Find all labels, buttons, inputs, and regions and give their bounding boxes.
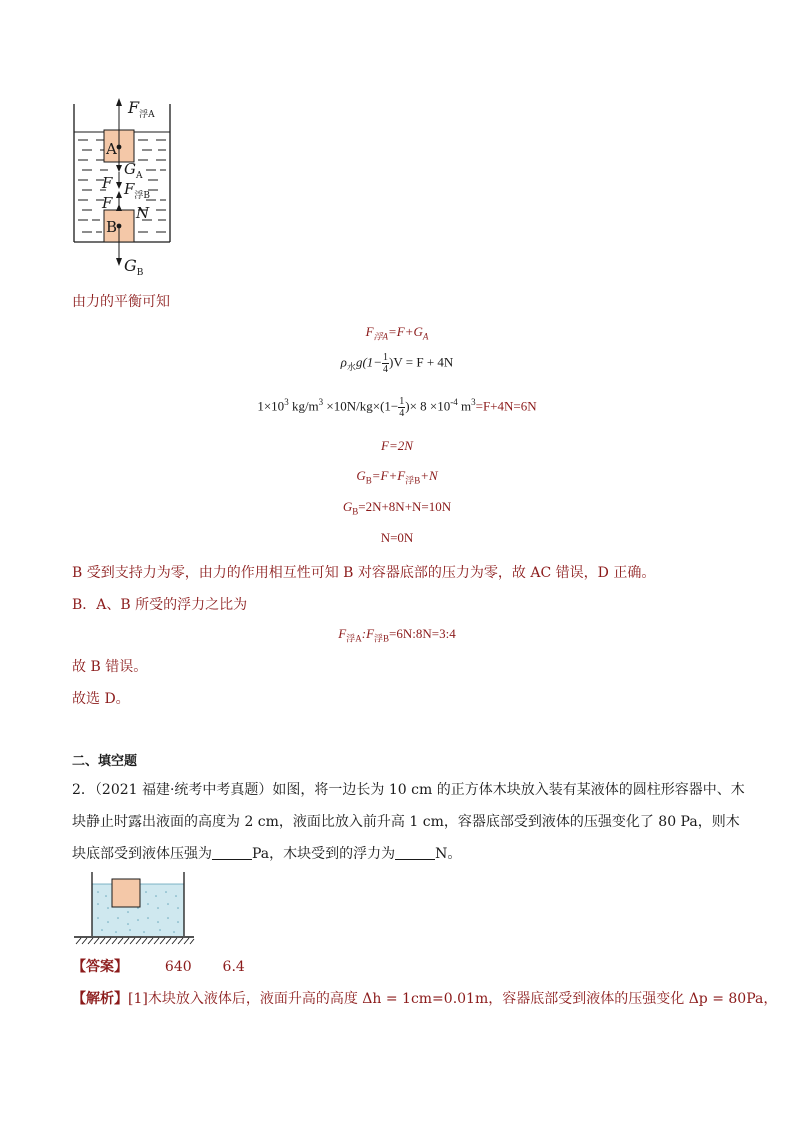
equation-3: $1\times 10^3$ $kg/m^3 \times 10N/kg\times(1-$ $\frac{1}{4}$ )× $8 \times 10^{-4}$ $m^3=F+4N=6N$ bbox=[257, 396, 537, 419]
option-b-text: B．A、B 所受的浮力之比为 bbox=[72, 597, 248, 613]
wrong-b-text: 故 B 错误。 bbox=[72, 659, 148, 675]
label-f-buoy-a: $F_{浮A}$ bbox=[128, 98, 155, 121]
label-f-up: F bbox=[102, 194, 113, 212]
blank-2 bbox=[395, 845, 435, 860]
equation-8: $F_{浮A}:F_{浮B}=6N:8N=3:4$ bbox=[338, 626, 456, 644]
analysis-label: 【解析】 bbox=[72, 991, 128, 1007]
equation-4: F=2N bbox=[381, 438, 413, 453]
choose-d-text: 故选 D。 bbox=[72, 691, 130, 707]
equation-1: $F_{浮A}=F+G_A$ bbox=[365, 324, 429, 342]
analysis-row bbox=[72, 988, 777, 1008]
question-2-line-3: 块底部受到液体压强为 Pa，木块受到的浮力为 N。 bbox=[72, 846, 462, 862]
answer-1: 640 bbox=[164, 959, 192, 975]
equation-7: N=0N bbox=[380, 530, 414, 545]
label-block-a: A bbox=[106, 140, 117, 158]
answer-row bbox=[72, 956, 245, 976]
label-g-b: $G_B$ bbox=[124, 256, 144, 279]
blank-1 bbox=[212, 845, 252, 860]
question-2-line-1: 2．（2021 福建·统考中考真题）如图，将一边长为 10 cm 的正方体木块放入装有某液体的圆柱形容器中、木 bbox=[72, 782, 745, 798]
paragraph-b: B 受到支持力为零，由力的作用相互性可知 B 对容器底部的压力为零，故 AC 错误，D 正确。 bbox=[72, 565, 656, 581]
container-diagram bbox=[72, 870, 196, 946]
label-f-down: F bbox=[102, 174, 113, 192]
equation-2: $\rho_水g(1-$ $\frac{1}{4}$ )V = F + 4N bbox=[340, 352, 454, 375]
answer-2: 6.4 bbox=[222, 959, 245, 975]
question-2-line-2: 块静止时露出液面的高度为 2 cm，液面比放入前升高 1 cm，容器底部受到液体的压强变化了 80 Pa，则木 bbox=[72, 814, 740, 830]
label-g-a: $G_A$ bbox=[124, 160, 143, 181]
equation-6: $G_B=2N+8N+N=10N$ bbox=[342, 499, 452, 517]
label-f-buoy-b: $F_{浮B}$ bbox=[124, 180, 151, 201]
answer-label: 【答案】 bbox=[72, 959, 128, 975]
label-n-force: N bbox=[136, 204, 150, 222]
label-block-b: B bbox=[106, 218, 118, 236]
equation-5: $G_B=F+F_{浮B}+N$ bbox=[356, 468, 438, 486]
intro-text: 由力的平衡可知 bbox=[72, 294, 170, 310]
section-heading: 二、填空题 bbox=[72, 754, 138, 769]
analysis-text: [1]木块放入液体后，液面升高的高度 Δh = 1cm=0.01m，容器底部受到液体的压强变化 Δp = 80Pa， bbox=[128, 991, 778, 1007]
